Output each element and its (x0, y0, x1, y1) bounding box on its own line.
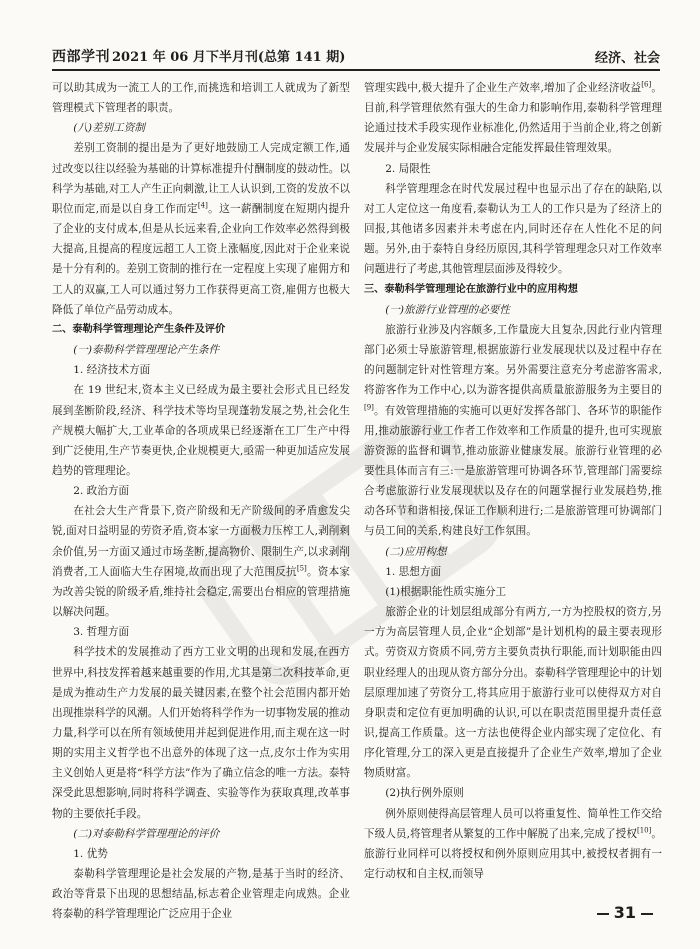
paragraph: 例外原则使得高层管理人员可以将重复性、简单性工作交给下级人员,将管理者从繁复的工作中解脱了出来,完成了授权[10]。旅游行业同样可以将授权和例外原则应用其中,被授权者拥有一定行动权和自主权,而领导 (364, 807, 663, 881)
paragraph: 在 19 世纪末,资本主义已经成为最主要社会形式且已经发展到垄断阶段,经济、科学技术等均呈现蓬勃发展之势,社会化生产规模大幅扩大,工业革命的各项成果已经逐渐在工厂生产中得到广泛使用,生产节奏更快,企业规模更大,亟需一种更加适应发展趋势的管理理论。 (52, 384, 350, 477)
subheading: 2. 政治方面 (73, 485, 130, 498)
paragraph-continued: 管理实践中,极大提升了企业生产效率,增加了企业经济收益[6]。目前,科学管理依然有强大的生命力和影响作用,泰勒科学管理理论通过技术手段实现作业标准化,仍然适用于当前企业,将之创新发展并与企业发展实际相融合定能发挥最佳管理效果。 (364, 80, 663, 155)
page-number: 31 (592, 903, 658, 922)
subheading: 3. 哲理方面 (73, 626, 130, 639)
journal-masthead (52, 46, 345, 66)
paragraph: 泰勒科学管理理论是社会发展的产物,是基于当时的经济、政治等背景下出现的思想结晶,标志着企业管理走向成熟。企业将泰勒的科学管理理论广泛应用于企业 (52, 868, 350, 921)
paragraph: 科学管理理念在时代发展过程中也显示出了存在的缺陷,以对工人定位这一角度看,泰勒认为工人的工作只是为了经济上的回报,其他诸多因素并未考虑在内,同时还存在人性化不足的问题。另外,由于泰特自身经历原因,其科学管理理念只对工作效率问题进行了考虑,其他管理层面涉及得较少。 (364, 182, 662, 276)
paragraph: 差别工资制的提出是为了更好地鼓励工人完成定额工作,通过改变以往以经验为基础的计算标准提升付酬制度的鼓动性。以科学为基础,对工人产生正向刺激,让工人认识到,工资的发放不以职位而定,而是以自身工作而定[4]。这一薪酬制度在短期内提升了企业的支付成本,但是从长远来看,企业向工作效率必然得到极大提高,且提高的程度远超工人工资上涨幅度,因此对于企业来说是十分有利的。差别工资制的推行在一定程度上实现了雇佣方和工人的双赢,工人可以通过努力工作获得更高工资,雇佣方也极大降低了单位产品劳动成本。 (52, 142, 350, 316)
subheading: (2)执行例外原则 (385, 787, 464, 800)
running-header (52, 47, 660, 71)
journal-name: 西部学刊 (52, 49, 110, 65)
subheading: 1. 思想方面 (385, 565, 442, 578)
subheading: 1. 优势 (73, 847, 108, 860)
subsection-heading: (二)应用构想 (385, 545, 447, 558)
citation-ref: [5] (296, 564, 307, 573)
citation-ref: [9] (364, 402, 374, 411)
subsection-heading: (八)差别工资制 (73, 122, 146, 135)
subsection-heading: (二)对泰勒科学管理理论的评价 (73, 827, 220, 840)
paragraph: 旅游行业涉及内容颇多,工作量庞大且复杂,因此行业内管理部门必须士导旅游管理,根据旅游行业发展现状以及过程中存在的问题制定针对性管理方案。另外需要注意充分考虑游客需求,将游客作为工作中心,以为游客提供高质量旅游服务为主要目的[9]。有效管理措施的实施可以更好发挥各部门、各环节的职能作用,推动旅游行业工作者工作效率和工作质量的提升,也可实现旅游资源的监督和调节,推动旅游业健康发展。旅游行业管理的必要性具体而言有三:一是旅游管理可协调各环节,管理部门需要综合考虑旅游行业发展现状以及存在的问题掌握行业发展趋势,推动各环节和谐相接,保证工作顺利进行;二是旅游管理可协调部门与员工间的关系,构建良好工作氛围。 (364, 323, 662, 538)
paragraph-continued: 可以助其成为一流工人的工作,而挑选和培训工人就成为了新型管理模式下管理者的职责。 (52, 82, 350, 115)
subheading: 2. 局限性 (385, 162, 431, 175)
citation-ref: [10] (636, 826, 652, 835)
citation-ref: [4] (197, 201, 208, 210)
citation-ref: [6] (641, 80, 652, 89)
section-label: 经济、社会 (594, 51, 660, 66)
paragraph: 旅游企业的计划层组成部分有两方,一方为控股权的资方,另一方为高层管理人员,企业“企划部”是计划机构的最主要表现形式。劳资双方资质不同,劳方主要负责执行职能,而计划职能由四职业经理人的出现从资方部分分出。泰勒科学管理理论中的计划层原理加速了劳资分工,将其应用于旅游行业可以使得双方对自身职责和定位有更加明确的认识,可以在职责范围里提升责任意识,提高工作质量。这一方法也使得企业内部实现了定位化、有序化管理,分工的深入更是直接提升了企业生产效率,增加了企业物质财富。 (364, 606, 662, 780)
journal-issue: 2021 年 06 月下半月刊(总第 141 期) (112, 50, 346, 65)
right-column (364, 78, 662, 893)
subheading: (1)根据职能性质实施分工 (385, 585, 507, 598)
paragraph: 在社会大生产背景下,资产阶级和无产阶级间的矛盾愈发尖锐,面对日益明显的劳资矛盾,资本家一方面极力压榨工人,剥削剩余价值,另一方面又通过市场垄断,提高物价、限制生产,以求剥削消费者,工人面临大生存困境,故而出现了大范围反抗[5]。资本家为改善尖锐的阶级矛盾,维持社会稳定,需要出台相应的管理措施以解决问题。 (52, 505, 350, 619)
section-heading: 二、泰勒科学管理理论产生条件及评价 (52, 323, 226, 335)
subheading: 1. 经济技术方面 (73, 364, 151, 377)
subsection-heading: (一)旅游行业管理的必要性 (385, 303, 510, 316)
subsection-heading: (一)泰勒科学管理理论产生条件 (73, 344, 220, 357)
section-heading: 三、泰勒科学管理理论在旅游行业中的应用构想 (364, 283, 578, 295)
left-column (52, 78, 350, 921)
paragraph: 科学技术的发展推动了西方工业文明的出现和发展,在西方世界中,科技发挥着越来越重要的作用,尤其是第二次科技革命,更是成为推动生产力发展的最关键因素,在整个社会范围内都开始出现推崇科学的风潮。人们开始将科学作为一切事物发展的推动力量,科学可以在所有领域使用并起到促进作用,而主观在这一时期的实用主义哲学也不出意外的体现了这一点,皮尔士作为实用主义创始人更是将“科学方法”作为了确立信念的唯一方法。泰特深受此思想影响,同时将科学调查、实验等作为获取真理,改革事物的主要依托手段。 (52, 646, 350, 820)
